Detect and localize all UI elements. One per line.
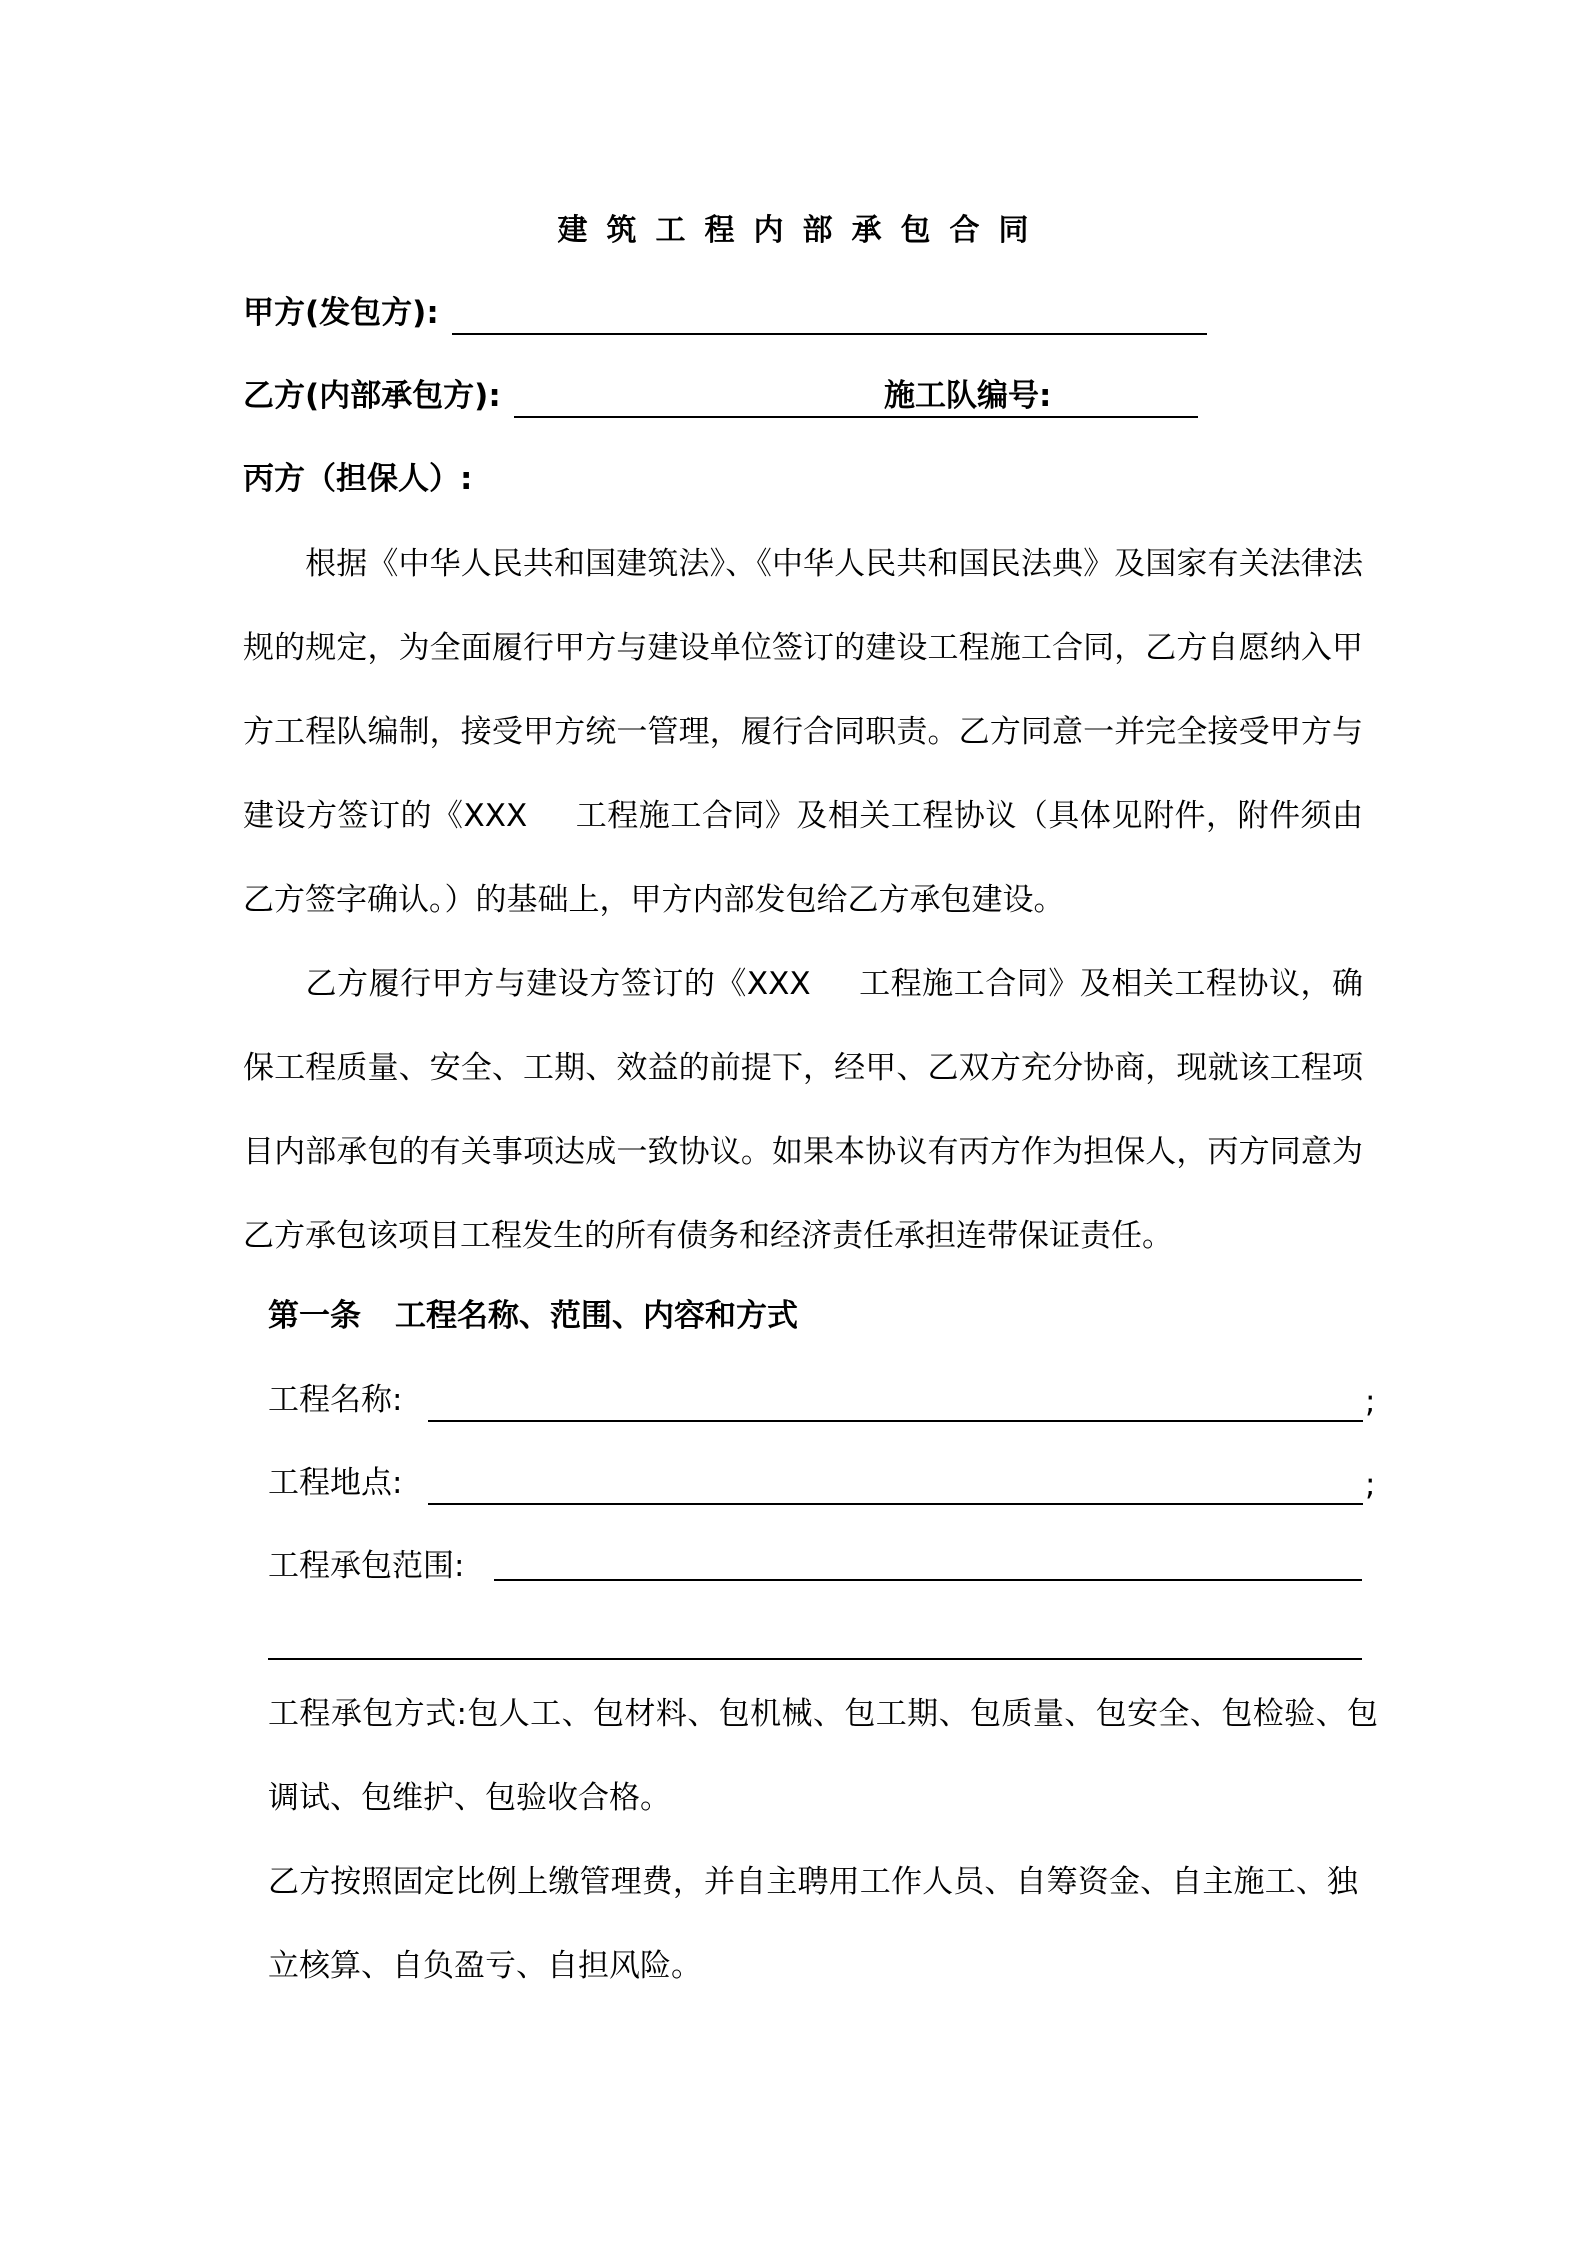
project-location-label: 工程地点:: [268, 1465, 403, 1501]
article-1-heading: [268, 1296, 798, 1336]
project-name-label: 工程名称:: [268, 1382, 403, 1418]
preamble-paragraph-2: [243, 942, 1363, 1278]
party-c-label: 丙方（担保人）:: [243, 461, 473, 497]
preamble-text-2-cont: 工程施工合同》及相关工程协议，确保工程质量、安全、工期、效益的前提下，经甲、乙双方充分协商，现就该工程项目内部承包的有关事项达成一致协议。如果本协议有丙方作为担保人，丙方同意为乙方承包该项目工程发生的所有债务和经济责任承担连带保证责任。: [243, 966, 1363, 1254]
article-number: 第一条: [268, 1298, 361, 1334]
method-text: 包人工、包材料、包机械、包工期、包质量、包安全、包检验、包调试、包维护、包验收合格。: [268, 1696, 1378, 1816]
preamble-text-2: 乙方履行甲方与建设方签订的《XXX: [305, 966, 811, 1002]
preamble-text-1: 根据《中华人民共和国建筑法》、《中华人民共和国民法典》及国家有关法律法规的规定，为全面履行甲方与建设单位签订的建设工程施工合同，乙方自愿纳入甲方工程队编制，接受甲方统一管理，履行合同职责。乙方同意一并完全接受甲方与建设方签订的《XXX: [243, 546, 1363, 834]
contract-method: [268, 1672, 1378, 1840]
preamble-paragraph-1: [243, 522, 1363, 942]
document-title: 建筑工程内部承包合同: [557, 213, 1048, 248]
party-a-label: 甲方(发包方):: [243, 295, 439, 331]
project-name-field[interactable]: [428, 1420, 1363, 1422]
semicolon: ;: [1365, 1467, 1376, 1503]
preamble-text-1-cont: 工程施工合同》及相关工程协议（具体见附件，附件须由乙方签字确认。）的基础上，甲方内部发包给乙方承包建设。: [243, 798, 1363, 918]
method-label: 工程承包方式:: [268, 1696, 467, 1732]
semicolon: ;: [1365, 1384, 1376, 1420]
project-location-field[interactable]: [428, 1503, 1363, 1505]
party-a-field[interactable]: [452, 333, 1207, 335]
party-b-field[interactable]: [514, 416, 1198, 418]
party-b-label: 乙方(内部承包方):: [243, 378, 501, 414]
article-title: 工程名称、范围、内容和方式: [395, 1298, 798, 1334]
management-fee-paragraph: 乙方按照固定比例上缴管理费，并自主聘用工作人员、自筹资金、自主施工、独立核算、自负盈亏、自担风险。: [268, 1864, 1358, 1984]
scope-field-line-2[interactable]: [268, 1658, 1362, 1660]
team-number-label: 施工队编号:: [884, 378, 1052, 414]
scope-field-line-1[interactable]: [494, 1579, 1362, 1581]
scope-label: 工程承包范围:: [268, 1548, 465, 1584]
